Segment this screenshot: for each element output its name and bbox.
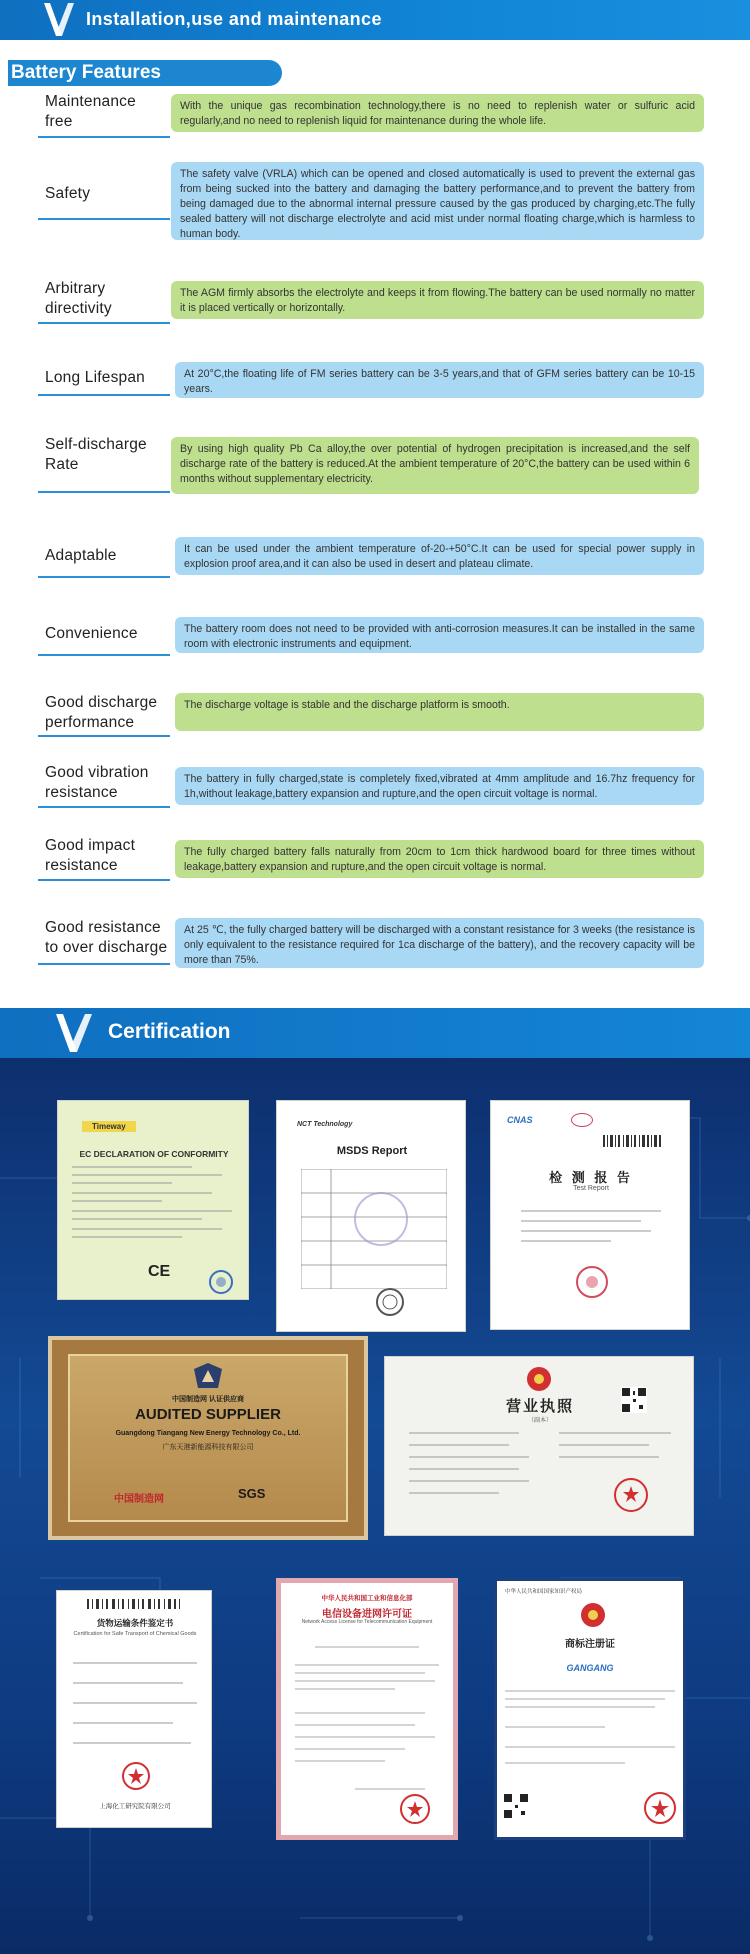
feature-underline — [38, 576, 170, 578]
barcode-icon — [87, 1599, 183, 1609]
feature-underline — [38, 963, 170, 965]
feature-label-line: Good vibration — [45, 764, 149, 781]
feature-underline — [38, 322, 170, 324]
seal-icon — [208, 1269, 234, 1295]
cert-subheading: Network Access License for Telecommunication Equipment — [301, 1619, 433, 1625]
seal-icon — [613, 1477, 649, 1513]
certification-banner — [0, 1008, 750, 1058]
feature-underline — [38, 394, 170, 396]
feature-label-line: Good impact — [45, 837, 136, 854]
feature-description: The fully charged battery falls naturally from 20cm to 1cm thick hardwood board for three times without leakage,battery expansion and rupture,and the open circuit voltage is normal. — [175, 840, 704, 878]
feature-description: The battery room does not need to be provided with anti-corrosion measures.It can be installed in the same room with electronic instruments and equipment. — [175, 617, 704, 653]
feature-label-line: Adaptable — [45, 547, 117, 564]
certification-title: Certification — [108, 1020, 231, 1043]
feature-label — [45, 918, 173, 958]
plaque-company: Guangdong Tiangang New Energy Technology Co., Ltd. — [115, 1430, 301, 1437]
cert-test-report — [490, 1100, 690, 1330]
cert-footer: 上海化工研究院有限公司 — [99, 1803, 171, 1810]
document-lines-icon — [72, 1163, 236, 1243]
cert-heading: 营业执照 — [505, 1398, 574, 1415]
feature-underline — [38, 879, 170, 881]
feature-underline — [38, 136, 170, 138]
seal-icon — [643, 1791, 677, 1825]
feature-underline — [38, 491, 170, 493]
document-lines-icon — [521, 1207, 661, 1247]
cert-network-access — [276, 1578, 458, 1840]
cert-safe-transport — [56, 1590, 212, 1828]
cert-trademark — [494, 1578, 686, 1840]
sgs-mark: SGS — [238, 1486, 266, 1501]
feature-label — [45, 368, 173, 388]
feature-label-line: Convenience — [45, 625, 138, 642]
cert-ec-declaration — [57, 1100, 249, 1300]
section-pill: Battery Features — [8, 60, 282, 86]
feature-label-line: resistance — [45, 857, 118, 874]
feature-description: At 20°C,the floating life of FM series battery can be 3-5 years,and that of GFM series battery can be 10-15 years. — [175, 362, 704, 398]
feature-label — [45, 836, 173, 876]
shield-logo-icon — [192, 1362, 224, 1390]
ma-mark — [571, 1113, 593, 1127]
v-logo-icon — [54, 1012, 94, 1054]
cert-msds-report — [276, 1100, 466, 1332]
feature-label — [45, 693, 173, 733]
seal-icon — [375, 1287, 405, 1317]
feature-underline — [38, 218, 170, 220]
feature-description: At 25 ℃, the fully charged battery will be discharged with a constant resistance for 3 weeks (the resistance is only equivalent to the resistance required for 1ca discharge of the battery), and the recovery capacity will be more than 75%. — [175, 918, 704, 968]
cert-heading: AUDITED SUPPLIER — [135, 1406, 281, 1423]
trademark-brand: GANGANG — [566, 1663, 614, 1673]
cert-brand: Timeway — [82, 1121, 136, 1132]
feature-label — [45, 763, 173, 803]
feature-label-line: to over discharge — [45, 939, 168, 956]
page-title: Installation,use and maintenance — [86, 9, 382, 29]
seal-icon — [575, 1265, 609, 1299]
feature-label-line: performance — [45, 714, 135, 731]
feature-label — [45, 279, 173, 319]
cert-heading: 货物运输条件鉴定书 — [96, 1618, 174, 1628]
feature-label — [45, 92, 173, 132]
feature-label-line: Good resistance — [45, 919, 161, 936]
cert-heading: MSDS Report — [336, 1145, 408, 1157]
national-emblem-icon — [579, 1601, 607, 1629]
feature-label-line: Maintenance — [45, 93, 136, 110]
plaque-footer: 中国制造网 — [114, 1494, 164, 1505]
cert-subheading: （副本） — [527, 1418, 552, 1424]
feature-label — [45, 546, 173, 566]
feature-label-line: Self-discharge — [45, 436, 147, 453]
feature-description: It can be used under the ambient temperature of-20-+50°C.It can be used for special power supply in explosion proof area,and it can also be used in desert and plateau climate. — [175, 537, 704, 575]
feature-label-line: Long Lifespan — [45, 369, 145, 386]
feature-label-line: Good discharge — [45, 694, 158, 711]
cert-brand: NCT Technology — [297, 1121, 353, 1128]
cert-heading: 商标注册证 — [565, 1639, 615, 1650]
plaque-company-cn: 广东天港新能源科技有限公司 — [162, 1444, 254, 1451]
feature-description: The discharge voltage is stable and the discharge platform is smooth. — [175, 693, 704, 731]
header-banner — [0, 0, 750, 40]
feature-label-line: free — [45, 113, 73, 130]
cert-heading: 电信设备进网许可证 — [322, 1609, 412, 1620]
feature-description: The battery in fully charged,state is completely fixed,vibrated at 4mm amplitude and 16.7hz frequency for 1h,without leakage,battery expansion and rupture,and the open circuit voltage is normal. — [175, 767, 704, 805]
feature-label-line: Rate — [45, 456, 79, 473]
feature-description: The AGM firmly absorbs the electrolyte and keeps it from flowing.The battery can be used normally no matter it is placed vertically or horizontally. — [171, 281, 704, 319]
form-table-icon — [301, 1169, 447, 1289]
cert-audited-supplier — [48, 1336, 368, 1540]
document-lines-icon — [295, 1643, 439, 1793]
cert-brand: CNAS — [507, 1115, 533, 1125]
v-logo-icon — [42, 1, 76, 38]
feature-description: With the unique gas recombination technology,there is no need to replenish water or sulfuric acid regularly,and no need to replenish liquid for maintenance during the whole life. — [171, 94, 704, 132]
barcode-icon — [603, 1135, 663, 1147]
document-lines-icon — [505, 1687, 675, 1787]
document-lines-icon — [73, 1657, 197, 1747]
feature-underline — [38, 654, 170, 656]
feature-label-line: Safety — [45, 185, 91, 202]
feature-label-line: directivity — [45, 300, 112, 317]
feature-underline — [38, 735, 170, 737]
feature-underline — [38, 806, 170, 808]
qr-code-icon — [621, 1387, 647, 1413]
plaque-top: 中国制造网 认证供应商 — [172, 1396, 244, 1403]
ce-mark: CE — [148, 1263, 171, 1280]
national-emblem-icon — [525, 1365, 553, 1393]
seal-icon — [399, 1793, 431, 1825]
feature-label-line: resistance — [45, 784, 118, 801]
feature-description: By using high quality Pb Ca alloy,the over potential of hydrogen precipitation is increased,and the self discharge rate of the battery is reduced.At the ambient temperature of 20°C,the battery can be used within 6 months without supplementary electricity. — [171, 437, 699, 494]
cert-subheading: Test Report — [573, 1185, 609, 1192]
cert-heading: 检 测 报 告 — [549, 1170, 633, 1185]
feature-label — [45, 435, 173, 475]
feature-label-line: Arbitrary — [45, 280, 106, 297]
cert-business-license — [384, 1356, 694, 1536]
cert-top: 中华人民共和国国家知识产权局 — [505, 1589, 583, 1595]
cert-top: 中华人民共和国工业和信息化部 — [321, 1595, 413, 1602]
certification-area — [0, 1058, 750, 1954]
qr-code-icon — [503, 1793, 529, 1819]
seal-icon — [121, 1761, 151, 1791]
feature-description: The safety valve (VRLA) which can be opened and closed automatically is used to prevent the external gas from being sucked into the battery and damaging the battery performance,and to prevent the battery from being damaged due to the abnormal internal pressure caused by the gas produced by charging,etc.The fully sealed battery will not discharge electrolyte and acid mist under normal floating charge,which is harmless to human body. — [171, 162, 704, 240]
feature-label — [45, 184, 173, 204]
feature-label — [45, 624, 173, 644]
cert-subheading: Certification for Safe Transport of Chemical Goods — [73, 1631, 197, 1637]
cert-heading: EC DECLARATION OF CONFORMITY — [79, 1149, 229, 1159]
